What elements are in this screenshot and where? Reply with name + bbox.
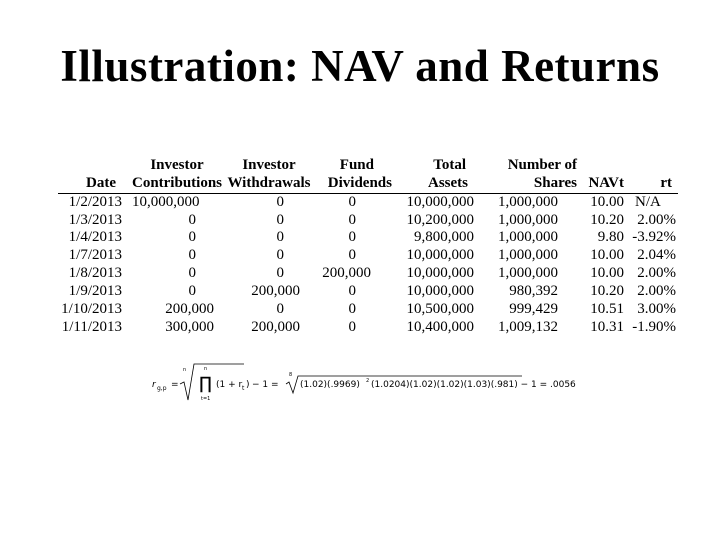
formula-term-close: ) — [246, 380, 250, 390]
header-cell — [577, 157, 624, 175]
table-cell: 1,009,132 — [498, 318, 558, 335]
header-row-bottom — [58, 175, 678, 193]
table-cell: 0 — [348, 229, 356, 246]
table-cell: 1,000,000 — [498, 211, 558, 228]
header-cell: Fund — [339, 157, 374, 173]
table-cell: 1/9/2013 — [68, 283, 122, 300]
table-cell: 1,000,000 — [498, 229, 558, 246]
table-cell: 0 — [348, 193, 356, 210]
table-cell: 10,000,000 — [406, 193, 474, 210]
table-cell: 1/8/2013 — [68, 265, 122, 282]
table-row — [58, 247, 678, 265]
formula-minus-one: − 1 = — [252, 380, 279, 390]
table-row — [58, 283, 678, 301]
formula-equals: = — [171, 380, 179, 390]
table-cell: 0 — [348, 211, 356, 228]
formula-expansion: (1.02)(.9969) — [300, 380, 360, 390]
table-row — [58, 265, 678, 283]
formula-term-subscript: t — [242, 385, 245, 392]
header-cell — [624, 157, 678, 175]
table-cell: 1/11/2013 — [61, 318, 122, 335]
table-cell: 200,000 — [251, 283, 300, 300]
table-cell: 9,800,000 — [414, 229, 474, 246]
product-upper: n — [204, 366, 208, 372]
table-cell: 300,000 — [165, 318, 214, 335]
table-cell: 0 — [276, 193, 284, 210]
table-cell: 999,429 — [509, 301, 558, 318]
table-cell: 10.20 — [590, 283, 624, 300]
formula-lhs: r — [152, 380, 156, 390]
table-cell: 10.51 — [590, 301, 624, 318]
header-cell: Investor — [242, 157, 296, 173]
table-row — [58, 212, 678, 230]
table-cell: 10.31 — [590, 318, 624, 335]
formula-root-index: n — [183, 367, 187, 373]
table-cell: 1,000,000 — [498, 265, 558, 282]
table-cell: 10,400,000 — [406, 318, 474, 335]
table-cell: 0 — [276, 301, 284, 318]
table-cell: -3.92% — [632, 229, 676, 246]
table-cell: 10,500,000 — [406, 301, 474, 318]
table-cell: 2.00% — [637, 265, 676, 282]
table-cell: 2.00% — [637, 211, 676, 228]
formula-term: (1 + r — [216, 380, 243, 390]
table-cell: 0 — [276, 211, 284, 228]
table-row — [58, 301, 678, 319]
table-cell: N/A — [635, 193, 661, 210]
header-cell: Withdrawals — [224, 175, 314, 193]
table-cell: 0 — [348, 247, 356, 264]
table-cell: 10,000,000 — [406, 265, 474, 282]
table-row — [58, 319, 678, 337]
table-cell: 0 — [188, 283, 196, 300]
table-cell: 0 — [276, 229, 284, 246]
table-cell: 980,392 — [509, 283, 558, 300]
table-row — [58, 229, 678, 247]
table-cell: 1,000,000 — [498, 247, 558, 264]
table-cell: 2.04% — [637, 247, 676, 264]
table-cell: 10,000,000 — [406, 283, 474, 300]
table-cell: 0 — [188, 247, 196, 264]
table-cell: 10.20 — [590, 211, 624, 228]
table-cell: 1,000,000 — [498, 193, 558, 210]
header-row-top — [58, 157, 678, 175]
formula-root-index-8: 8 — [289, 372, 293, 378]
table-row — [58, 193, 678, 211]
table-cell: 9.80 — [597, 229, 624, 246]
header-cell-date: Date — [58, 175, 130, 193]
geometric-return-formula — [146, 362, 586, 406]
table-cell: 0 — [348, 283, 356, 300]
header-cell: NAVt — [577, 175, 624, 193]
header-cell: Assets — [392, 175, 480, 193]
header-cell: Contributions — [130, 175, 224, 193]
header-cell — [58, 157, 130, 175]
table-cell: 1/2/2013 — [68, 193, 122, 210]
header-cell: Number of — [507, 157, 577, 173]
table-cell: 0 — [188, 265, 196, 282]
table-cell: 3.00% — [637, 301, 676, 318]
table-cell: 200,000 — [251, 318, 300, 335]
nav-returns-table — [58, 157, 678, 337]
table-cell: 0 — [348, 301, 356, 318]
header-cell: rt — [624, 175, 678, 193]
formula-exponent: 2 — [366, 378, 370, 384]
table-cell: 1/4/2013 — [68, 229, 122, 246]
header-cell: Investor — [150, 157, 204, 173]
table-cell: -1.90% — [632, 318, 676, 335]
table-cell: 200,000 — [165, 301, 214, 318]
formula-lhs-subscript: g,p — [157, 385, 167, 392]
table-cell: 200,000 — [322, 265, 371, 282]
header-cell: Total — [433, 157, 466, 173]
table-cell: 10,200,000 — [406, 211, 474, 228]
table-cell: 1/3/2013 — [68, 211, 122, 228]
product-lower: t=1 — [201, 396, 211, 402]
table-cell: 0 — [188, 211, 196, 228]
table-cell: 0 — [276, 265, 284, 282]
table-cell: 0 — [188, 229, 196, 246]
table-cell: 1/10/2013 — [61, 301, 122, 318]
header-cell: Shares — [480, 175, 577, 193]
table-cell: 10.00 — [590, 265, 624, 282]
formula-expansion-2: (1.0204)(1.02)(1.02)(1.03)(.981) − 1 = .0056 — [371, 380, 576, 390]
table-cell: 10,000,000 — [406, 247, 474, 264]
table-cell: 10,000,000 — [132, 193, 200, 210]
product-symbol: ∏ — [199, 374, 212, 394]
slide-title: Illustration: NAV and Returns — [60, 41, 660, 91]
table-cell: 10.00 — [590, 193, 624, 210]
table-cell: 2.00% — [637, 283, 676, 300]
header-cell: Dividends — [314, 175, 392, 193]
table-cell: 10.00 — [590, 247, 624, 264]
table-cell: 1/7/2013 — [68, 247, 122, 264]
table-cell: 0 — [276, 247, 284, 264]
table-cell: 0 — [348, 318, 356, 335]
